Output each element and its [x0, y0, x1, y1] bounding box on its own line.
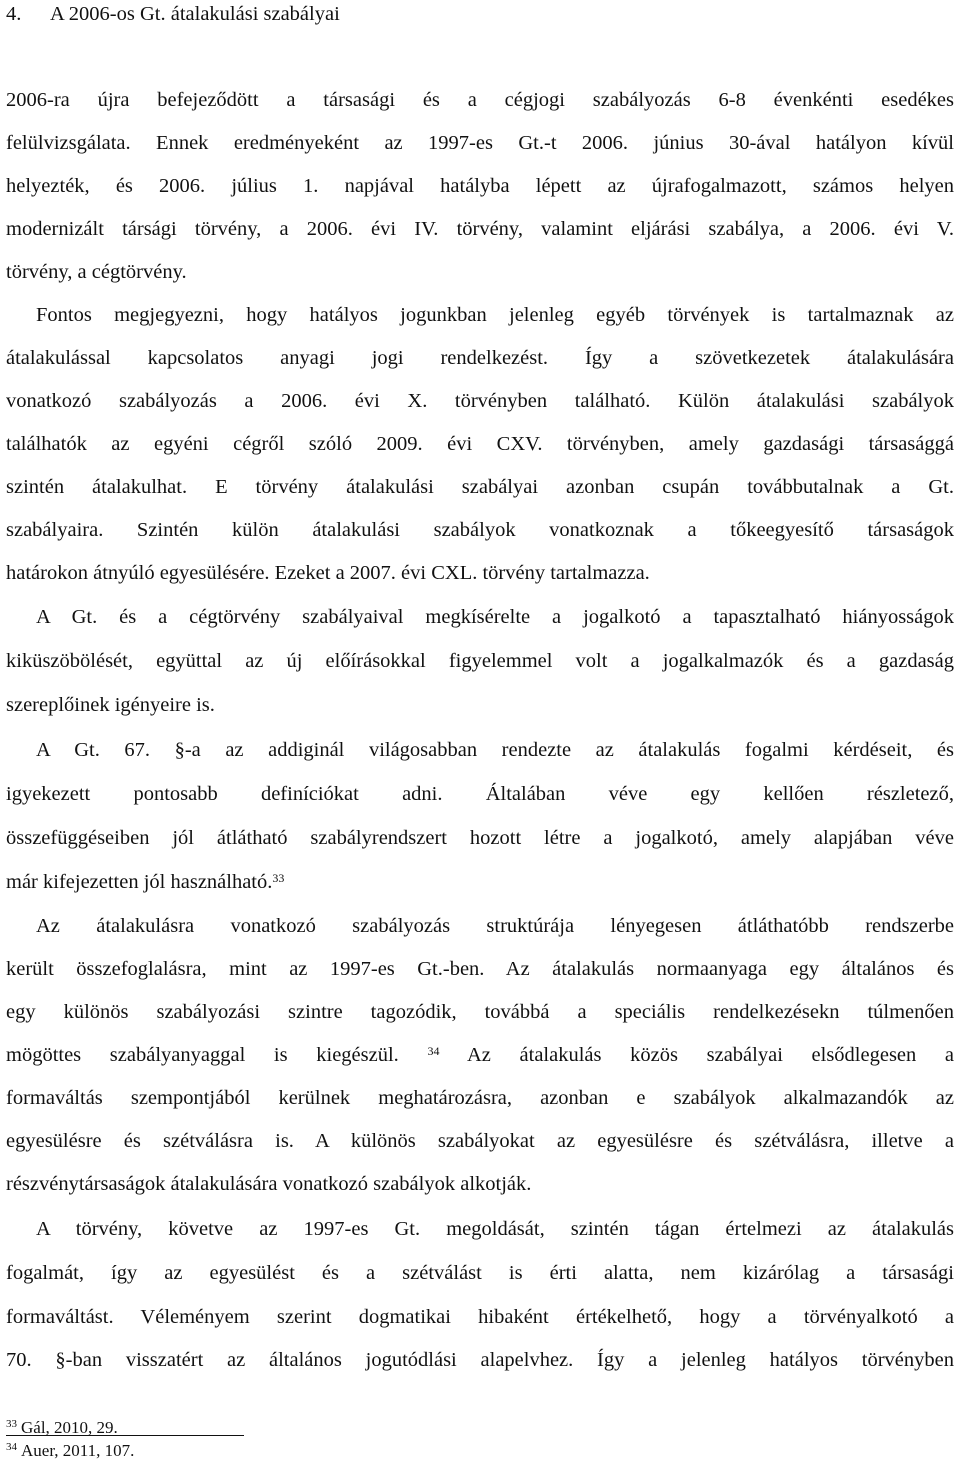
- paragraph-2-line: határokon átnyúló egyesülésére. Ezeket a 2007. évi CXL. törvény tartalmazza.: [6, 562, 650, 584]
- paragraph-5-line: [6, 1042, 954, 1068]
- paragraph-5-line: egy különös szabályozási szintre tagozódik, továbbá a speciális rendelkezésekn túlmenően: [6, 1001, 954, 1023]
- paragraph-1-line: törvény, a cégtörvény.: [6, 261, 187, 283]
- paragraph-4-line: összefüggéseiben jól átlátható szabályrendszert hozott létre a jogalkotó, amely alapjában véve: [6, 827, 954, 849]
- paragraph-3-line: kiküszöbölését, együttal az új előírásokkal figyelemmel volt a jogalkalmazók és a gazdaság: [6, 650, 954, 672]
- paragraph-6-line: fogalmát, így az egyesülést és a szétválást is érti alatta, nem kizárólag a társasági: [6, 1262, 954, 1284]
- paragraph-6-line: A törvény, követve az 1997-es Gt. megoldását, szintén tágan értelmezi az átalakulás: [36, 1218, 954, 1240]
- paragraph-5-text: mögöttes szabályanyaggal is kiegészül.: [6, 1044, 399, 1066]
- paragraph-5-line: került összefoglalásra, mint az 1997-es Gt.-ben. Az átalakulás normaanyaga egy általános és: [6, 958, 954, 980]
- paragraph-2-line: szabályaira. Szintén külön átalakulási szabályok vonatkoznak a tőkeegyesítő társaságok: [6, 519, 954, 541]
- paragraph-2-line: találhatók az egyéni cégről szóló 2009. évi CXV. törvényben, amely gazdasági társasággá: [6, 433, 954, 455]
- paragraph-4-line: [6, 869, 954, 895]
- paragraph-1-line: felülvizsgálata. Ennek eredményeként az 1997-es Gt.-t 2006. június 30-ával hatályon kívül: [6, 132, 954, 154]
- paragraph-5-line: formaváltás szempontjából kerülnek meghatározásra, azonban e szabályok alkalmazandók az: [6, 1087, 954, 1109]
- paragraph-2-line: szintén átalakulhat. E törvény átalakulási szabályai azonban csupán továbbutalnak a Gt.: [6, 476, 954, 498]
- paragraph-1-line: 2006-ra újra befejeződött a társasági és a cégjogi szabályozás 6-8 évenkénti esedékes: [6, 89, 954, 111]
- paragraph-4-line: A Gt. 67. §-a az addiginál világosabban rendezte az átalakulás fogalmi kérdéseit, és: [36, 739, 954, 761]
- paragraph-4-line: igyekezett pontosabb definíciókat adni. Általában véve egy kellően részletező,: [6, 783, 954, 805]
- paragraph-5-line: egyesülésre és szétválásra is. A különös szabályokat az egyesülésre és szétválásra, illetve a: [6, 1130, 954, 1152]
- section-heading: [6, 2, 340, 26]
- paragraph-5-line: Az átalakulásra vonatkozó szabályozás struktúrája lényegesen átláthatóbb rendszerbe: [36, 915, 954, 937]
- footnote-number: 34: [6, 1441, 17, 1453]
- paragraph-2-line: Fontos megjegyezni, hogy hatályos jogunkban jelenleg egyéb törvények is tartalmaznak az: [36, 304, 954, 326]
- paragraph-2-line: vonatkozó szabályozás a 2006. évi X. törvényben található. Külön átalakulási szabályok: [6, 390, 954, 412]
- paragraph-2-line: átalakulással kapcsolatos anyagi jogi rendelkezést. Így a szövetkezetek átalakulására: [6, 347, 954, 369]
- paragraph-4-text: már kifejezetten jól használható.: [6, 871, 273, 893]
- paragraph-6-line: 70. §-ban visszatért az általános jogutódlási alapelvhez. Így a jelenleg hatályos törvényben: [6, 1349, 954, 1371]
- footnote-text: Auer, 2011, 107.: [21, 1441, 135, 1460]
- paragraph-3-line: szereplőinek igényeire is.: [6, 694, 215, 716]
- footnote-33: [6, 1418, 118, 1438]
- paragraph-5-text: Az átalakulás közös szabályai elsődlegesen a: [466, 1044, 955, 1066]
- footnote-text: Gál, 2010, 29.: [21, 1418, 118, 1437]
- paragraph-5-line: részvénytársaságok átalakulására vonatkozó szabályok alkotják.: [6, 1173, 532, 1195]
- paragraph-3-line: A Gt. és a cégtörvény szabályaival megkísérelte a jogalkotó a tapasztalható hiányosságok: [36, 606, 954, 628]
- paragraph-1-line: modernizált társági törvény, a 2006. évi IV. törvény, valamint eljárási szabálya, a 2006. évi V.: [6, 218, 954, 240]
- footnote-ref-34[interactable]: 34: [427, 1044, 440, 1058]
- footnote-number: 33: [6, 1418, 17, 1430]
- paragraph-6-line: formaváltást. Véleményem szerint dogmatikai hibaként értékelhető, hogy a törvényalkotó a: [6, 1306, 954, 1328]
- footnote-ref-33[interactable]: 33: [272, 871, 285, 885]
- paragraph-1-line: helyezték, és 2006. július 1. napjával hatályba lépett az újrafogalmazott, számos helyen: [6, 175, 954, 197]
- footnote-34: [6, 1441, 134, 1461]
- section-number: 4.: [6, 3, 22, 25]
- section-title: A 2006-os Gt. átalakulási szabályai: [50, 3, 340, 25]
